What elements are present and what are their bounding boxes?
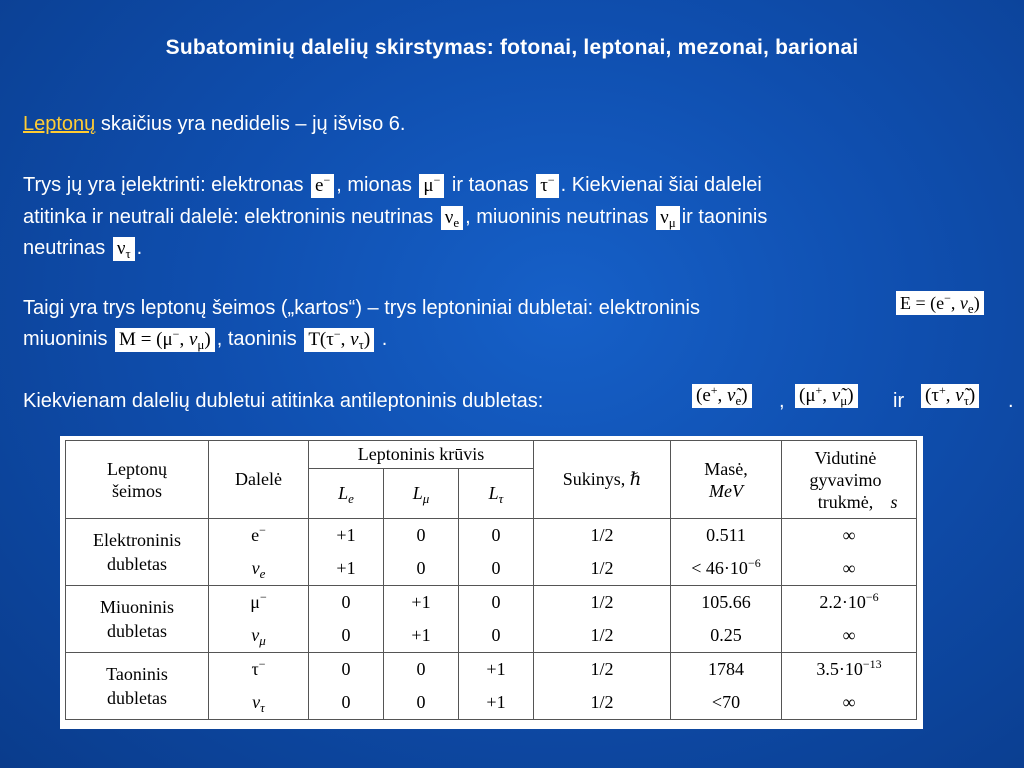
Le-cell: 0 0 bbox=[309, 653, 384, 720]
p4-text-a: Kiekvienam dalelių dubletui atitinka antileptoninis dubletas: bbox=[23, 390, 544, 412]
p2-text-h: neutrinas bbox=[23, 237, 111, 259]
electron-neutrino-symbol: $\nu_e$ bbox=[441, 206, 463, 230]
family-name: Taoninis dubletas bbox=[66, 653, 209, 720]
header-particle: Dalelė bbox=[209, 441, 309, 519]
mass-cell: 1784 <70 bbox=[671, 653, 782, 720]
p1-text: skaičius yra nedidelis – jų išviso 6. bbox=[95, 113, 406, 135]
muon-neutrino-symbol: $\nu_\mu$ bbox=[656, 206, 680, 230]
electron-symbol: e− bbox=[311, 174, 334, 198]
p4-period: . bbox=[1008, 390, 1014, 412]
life-cell: ∞ ∞ bbox=[782, 519, 917, 586]
particle-symbol: $\nu_\mu$ bbox=[251, 625, 266, 648]
p2-text-b: , mionas bbox=[336, 174, 418, 196]
Ltau-cell: 0 0 bbox=[459, 519, 534, 586]
Lmu-cell: 0 0 bbox=[384, 519, 459, 586]
tau-symbol: τ− bbox=[536, 174, 558, 198]
p2-text-g: ir taoninis bbox=[681, 206, 768, 228]
family-name: Miuoninis dubletas bbox=[66, 586, 209, 653]
lepton-table bbox=[65, 440, 917, 720]
Lmu-cell: +1 +1 bbox=[384, 586, 459, 653]
particle-symbol: $\nu_\tau$ bbox=[252, 692, 265, 715]
p2-text-c: ir taonas bbox=[446, 174, 535, 196]
life-cell: $2.2\cdot 10^{-6}$ ∞ bbox=[782, 586, 917, 653]
tau-neutrino-symbol: $\nu_\tau$ bbox=[113, 237, 135, 261]
Le-cell: 0 0 bbox=[309, 586, 384, 653]
Ltau-cell: +1 +1 bbox=[459, 653, 534, 720]
family-name: Elektroninis dubletas bbox=[66, 519, 209, 586]
paragraph-muon-tau-doublets bbox=[23, 327, 387, 352]
anti-muon-doublet: (μ+, $\nũ_\mu$) bbox=[795, 384, 858, 408]
header-spin: Sukinys, ℏ bbox=[534, 441, 671, 519]
Le-cell: +1 +1 bbox=[309, 519, 384, 586]
header-Ltau: $L_\tau$ bbox=[459, 469, 534, 519]
muon-doublet-formula: M = (μ−, $\nu_\mu$) bbox=[115, 328, 215, 352]
life-cell: $3.5\cdot 10^{-13}$ ∞ bbox=[782, 653, 917, 720]
p3-text-b: miuoninis bbox=[23, 328, 114, 350]
particle-cell bbox=[209, 519, 309, 586]
mass-cell: 0.511 < $46\cdot 10^{-6}$ bbox=[671, 519, 782, 586]
tau-doublet-formula: T(τ−, $\nu_\tau$) bbox=[304, 328, 374, 352]
muon-symbol: μ− bbox=[419, 174, 444, 198]
particle-cell bbox=[209, 586, 309, 653]
paragraph-tau-neutrino bbox=[23, 236, 142, 261]
p3-text-c: , taoninis bbox=[216, 328, 303, 350]
spin-cell: 1/2 1/2 bbox=[534, 586, 671, 653]
p4-comma: , bbox=[779, 390, 785, 412]
table-row bbox=[66, 653, 917, 720]
table-row bbox=[66, 519, 917, 586]
paragraph-leptons-count bbox=[23, 112, 405, 136]
anti-electron-doublet: (e+, $\nũ_e$) bbox=[692, 384, 752, 408]
p3-text-a: Taigi yra trys leptonų šeimos („kartos“) – trys leptoniniai dubletai: elektroninis bbox=[23, 297, 700, 319]
p2-text-i: . bbox=[136, 237, 143, 259]
particle-symbol: e− bbox=[251, 523, 266, 545]
p2-text-d: . Kiekvienai šiai dalelei bbox=[560, 174, 762, 196]
mass-cell: 105.66 0.25 bbox=[671, 586, 782, 653]
spin-cell: 1/2 1/2 bbox=[534, 519, 671, 586]
header-lifetime: Vidutinė gyvavimo trukmė,s bbox=[782, 441, 917, 519]
table-row bbox=[66, 586, 917, 653]
slide-title: Subatominių dalelių skirstymas: fotonai, leptonai, mezonai, barionai bbox=[165, 36, 859, 59]
header-family: Leptonų šeimos bbox=[66, 441, 209, 519]
header-Lmu: $L_\mu$ bbox=[384, 469, 459, 519]
p3-text-d: . bbox=[381, 328, 388, 350]
particle-symbol: $\nu_e$ bbox=[251, 558, 266, 581]
anti-tau-doublet: (τ+, $\nũ_\tau$) bbox=[921, 384, 979, 408]
p2-text-f: , miuoninis neutrinas bbox=[465, 206, 655, 228]
lepton-table-panel bbox=[60, 436, 923, 729]
p2-text-e: atitinka ir neutrali dalelė: elektroninis neutrinas bbox=[23, 206, 439, 228]
p2-text-a: Trys jų yra įelektrinti: elektronas bbox=[23, 174, 310, 196]
header-lepton-charge: Leptoninis krūvis bbox=[309, 441, 534, 469]
Lmu-cell: 0 0 bbox=[384, 653, 459, 720]
paragraph-neutrinos bbox=[23, 205, 767, 230]
particle-symbol: μ− bbox=[250, 590, 267, 612]
p4-ir: ir bbox=[893, 390, 905, 412]
Ltau-cell: 0 0 bbox=[459, 586, 534, 653]
paragraph-lepton-families bbox=[23, 296, 700, 320]
paragraph-antileptons bbox=[23, 389, 543, 413]
spin-cell: 1/2 1/2 bbox=[534, 653, 671, 720]
header-Le: $L_e$ bbox=[309, 469, 384, 519]
paragraph-charged-leptons bbox=[23, 173, 762, 198]
particle-symbol: τ− bbox=[251, 657, 266, 679]
electron-doublet-formula: E = (e−, $\nu_e$) bbox=[896, 291, 984, 315]
leptons-link[interactable]: Leptonų bbox=[23, 113, 96, 135]
particle-cell bbox=[209, 653, 309, 720]
header-mass: Masė, MeV bbox=[671, 441, 782, 519]
